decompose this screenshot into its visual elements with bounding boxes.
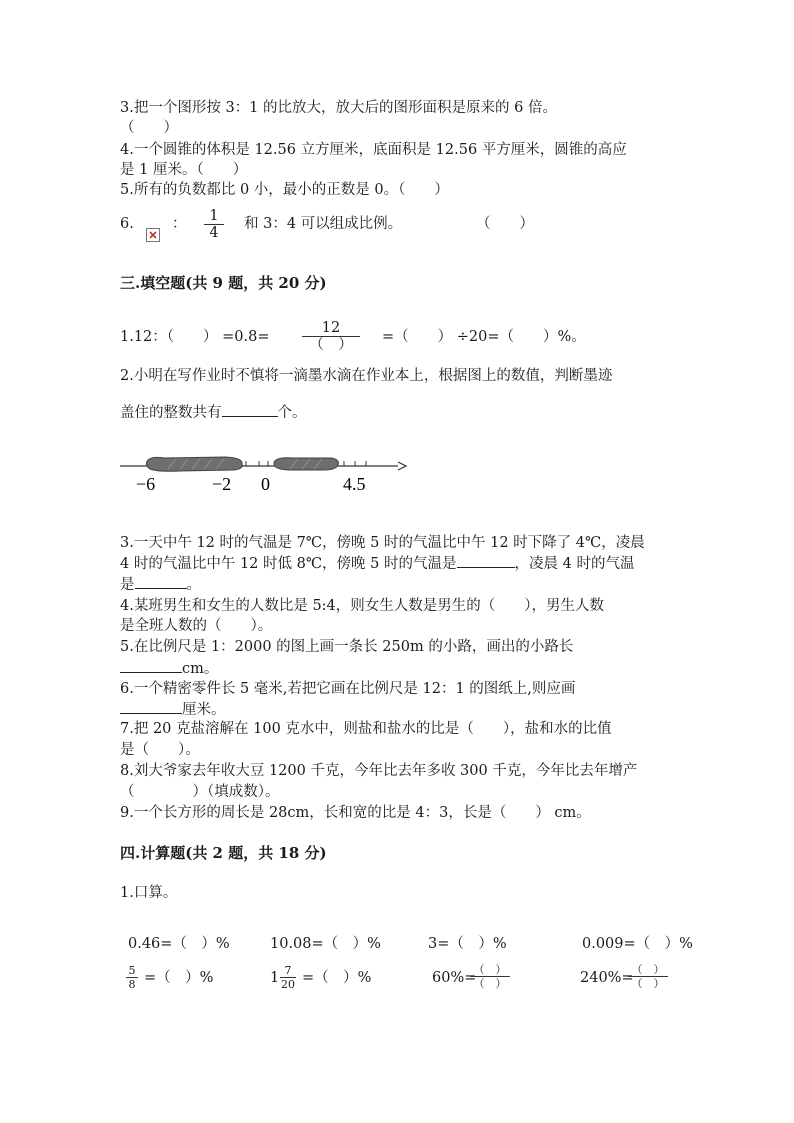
fill-q3-line3 [120,574,201,595]
fill-q6-line2 [120,699,226,720]
calc-item-4: 0.009=（ ）% [582,936,693,952]
calc-item-1: 0.46=（ ）% [128,936,230,952]
ink-blot-left [146,457,242,471]
fraction-denominator: 4 [209,225,219,241]
fill-q1-part1: 1.12：（ ） =0.8= [120,329,270,345]
broken-image-icon [146,228,160,242]
fill-q2-blank[interactable] [222,402,278,417]
fill-q9: 9.一个长方形的周长是 28cm，长和宽的比是 4：3，长是（ ） cm。 [120,805,591,821]
fraction-numerator: 1 [209,208,219,224]
fill-q8-line1: 8.刘大爷家去年收大豆 1200 千克，今年比去年多收 300 千克，今年比去年增产 [120,763,638,779]
calc-item-8: 240%= [580,970,634,986]
judge-q5: 5.所有的负数都比 0 小，最小的正数是 0。（ ） [120,182,449,198]
fill-q2-line1: 2.小明在写作业时不慎将一滴墨水滴在作业本上，根据图上的数值，判断墨迹 [120,368,613,384]
calc-item-3: 3=（ ）% [428,936,507,952]
judge-q3-line1: 3.把一个图形按 3：1 的比放大，放大后的图形面积是原来的 6 倍。 [120,100,557,116]
number-line-label: −2 [212,474,232,494]
judge-q4-line1: 4.一个圆锥的体积是 12.56 立方厘米，底面积是 12.56 平方厘米，圆锥的高应 [120,142,627,158]
fill-q2-line2 [120,402,307,423]
fill-q5-line2 [120,658,218,679]
calc-item-7-fraction[interactable] [470,963,510,990]
calc-item-6: =（ ）% [302,970,372,986]
fill-q3-line2 [120,553,634,574]
fraction-numerator: 7 [284,964,292,977]
fill-q3-end: 。 [186,577,201,593]
number-line-label: 4.5 [343,474,366,494]
fill-q7-line1: 7.把 20 克盐溶解在 100 克水中，则盐和盐水的比是（ ），盐和水的比值 [120,721,612,737]
fill-q3-prefix: 4 时的气温比中午 12 时低 8℃，傍晚 5 时的气温是 [120,556,457,572]
fill-q6-blank[interactable] [120,699,182,714]
fraction-denominator: 8 [128,978,136,991]
fill-q3-line1: 3.一天中午 12 时的气温是 7℃，傍晚 5 时的气温比中午 12 时下降了 4℃，凌晨 [120,535,645,551]
fraction-denominator[interactable]: （ ） [309,337,353,353]
fill-q4-line1: 4.某班男生和女生的人数比是 5:4，则女生人数是男生的（ ），男生人数 [120,598,605,614]
fraction-numerator: 5 [128,964,136,977]
fill-q4-line2: 是全班人数的（ ）。 [120,618,273,634]
fill-q1-fraction [302,320,360,353]
judge-q6-answer[interactable]: （ ） [476,216,534,232]
fraction-denominator[interactable]: （ ） [473,977,507,990]
calc-item-6-whole: 1 [270,970,280,986]
fill-q3-blank-2[interactable] [135,574,187,589]
fraction-numerator[interactable]: （ ） [631,963,665,976]
fill-q5-line1: 5.在比例尺是 1：2000 的图上画一条长 250m 的小路，画出的小路长 [120,639,574,655]
judge-q6-colon: ： [172,216,187,232]
judge-q6-fraction [204,208,224,241]
fraction-denominator: 20 [281,978,295,991]
fill-q2-prefix: 盖住的整数共有 [120,405,222,421]
judge-q6-number: 6. [120,216,134,232]
fill-q2-suffix: 个。 [277,405,307,421]
calc-item-2: 10.08=（ ）% [270,936,381,952]
calc-item-6-fraction [280,964,296,991]
calc-item-5-fraction [126,964,138,991]
judge-q3-answer[interactable]: （ ） [120,120,178,136]
judge-q6-text: 和 3：4 可以组成比例。 [244,216,403,232]
calc-item-5: =（ ）% [144,970,214,986]
fill-q3-mid: ，凌晨 4 时的气温 [514,556,635,572]
fill-q5-unit: cm。 [182,661,219,677]
fill-q6-line1: 6.一个精密零件长 5 毫米,若把它画在比例尺是 12：1 的图纸上,则应画 [120,681,576,697]
number-line-label: −6 [136,474,156,494]
fill-q3-blank-1[interactable] [457,553,515,568]
fill-q1-part2: =（ ） ÷20=（ ）%。 [382,329,586,345]
calc-item-8-fraction[interactable] [628,963,668,990]
section3-title: 三.填空题(共 9 题，共 20 分) [120,274,327,292]
judge-q4-line2: 是 1 厘米。（ ） [120,162,248,178]
fill-q7-line2: 是（ ）。 [120,742,200,758]
section4-title: 四.计算题(共 2 题，共 18 分) [120,844,327,862]
number-line-label: 0 [261,474,270,494]
fill-q6-unit: 厘米。 [182,702,226,718]
number-line-figure [118,448,410,496]
fill-q8-line2: （ ）（填成数）。 [120,784,280,800]
fill-q3-shi: 是 [120,577,135,593]
fraction-denominator[interactable]: （ ） [631,977,665,990]
fraction-numerator: 12 [321,320,341,336]
fraction-numerator[interactable]: （ ） [473,963,507,976]
calc-q1-label: 1.口算。 [120,885,178,901]
calc-item-7: 60%= [432,970,477,986]
fill-q5-blank[interactable] [120,658,182,673]
